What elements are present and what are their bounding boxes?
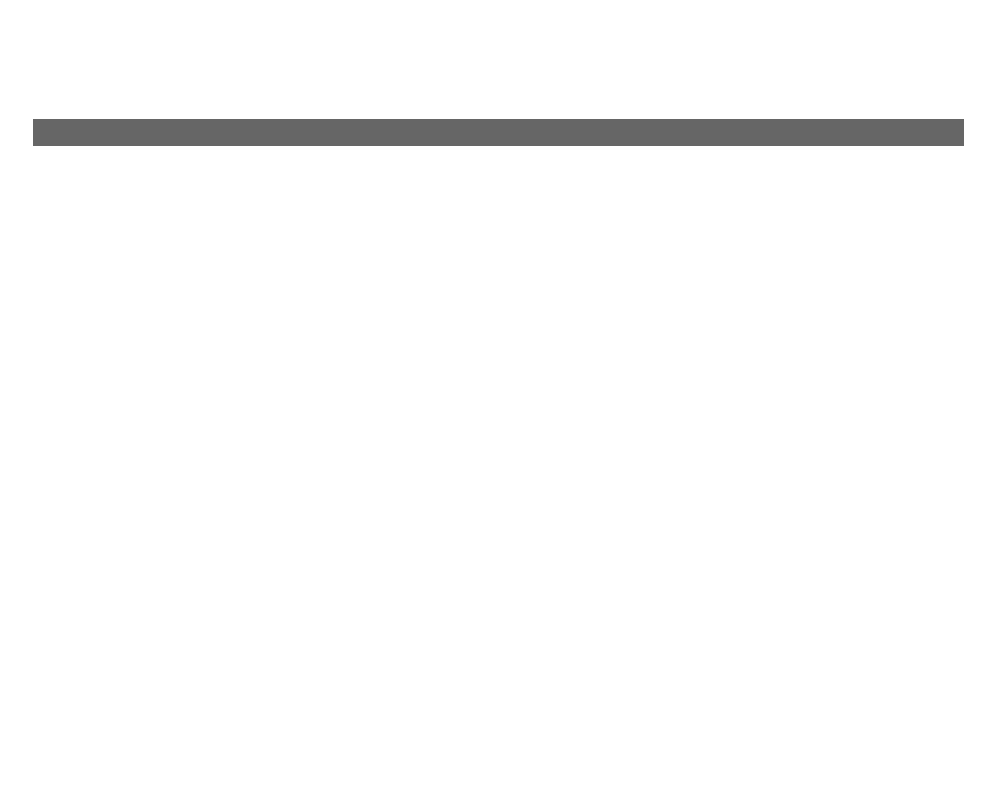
page-title bbox=[34, 120, 964, 146]
results-table bbox=[33, 119, 964, 146]
